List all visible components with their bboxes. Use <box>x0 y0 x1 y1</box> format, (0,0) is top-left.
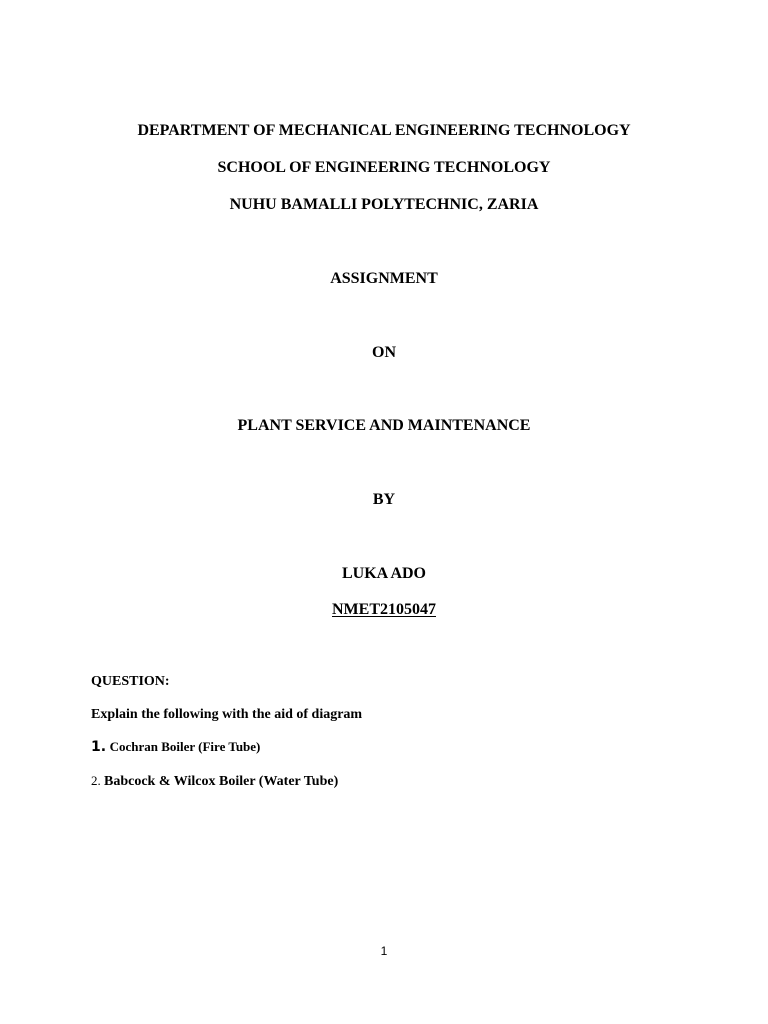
question-item <box>91 738 260 757</box>
assignment-heading: ASSIGNMENT <box>330 270 438 287</box>
by-heading: BY <box>372 491 396 508</box>
department-title: DEPARTMENT OF MECHANICAL ENGINEERING TECHNOLOGY <box>137 122 631 139</box>
institution-title: NUHU BAMALLI POLYTECHNIC, ZARIA <box>229 196 539 213</box>
question-item-number: 2. <box>91 773 104 788</box>
question-item-text: Babcock & Wilcox Boiler (Water Tube) <box>104 774 339 789</box>
subject-title: PLANT SERVICE AND MAINTENANCE <box>237 417 531 434</box>
question-item-text: Cochran Boiler (Fire Tube) <box>109 739 261 754</box>
author-id <box>0 600 768 620</box>
on-heading: ON <box>372 344 396 361</box>
school-title: SCHOOL OF ENGINEERING TECHNOLOGY <box>217 159 551 176</box>
author-id-text: NMET2105047 <box>332 601 436 618</box>
question-item <box>91 772 338 791</box>
author-name: LUKA ADO <box>341 565 426 582</box>
question-heading: QUESTION: <box>91 674 170 689</box>
question-instruction: Explain the following with the aid of diagram <box>91 707 363 722</box>
question-item-number: 1. <box>91 739 107 755</box>
page-number: 1 <box>380 944 388 958</box>
